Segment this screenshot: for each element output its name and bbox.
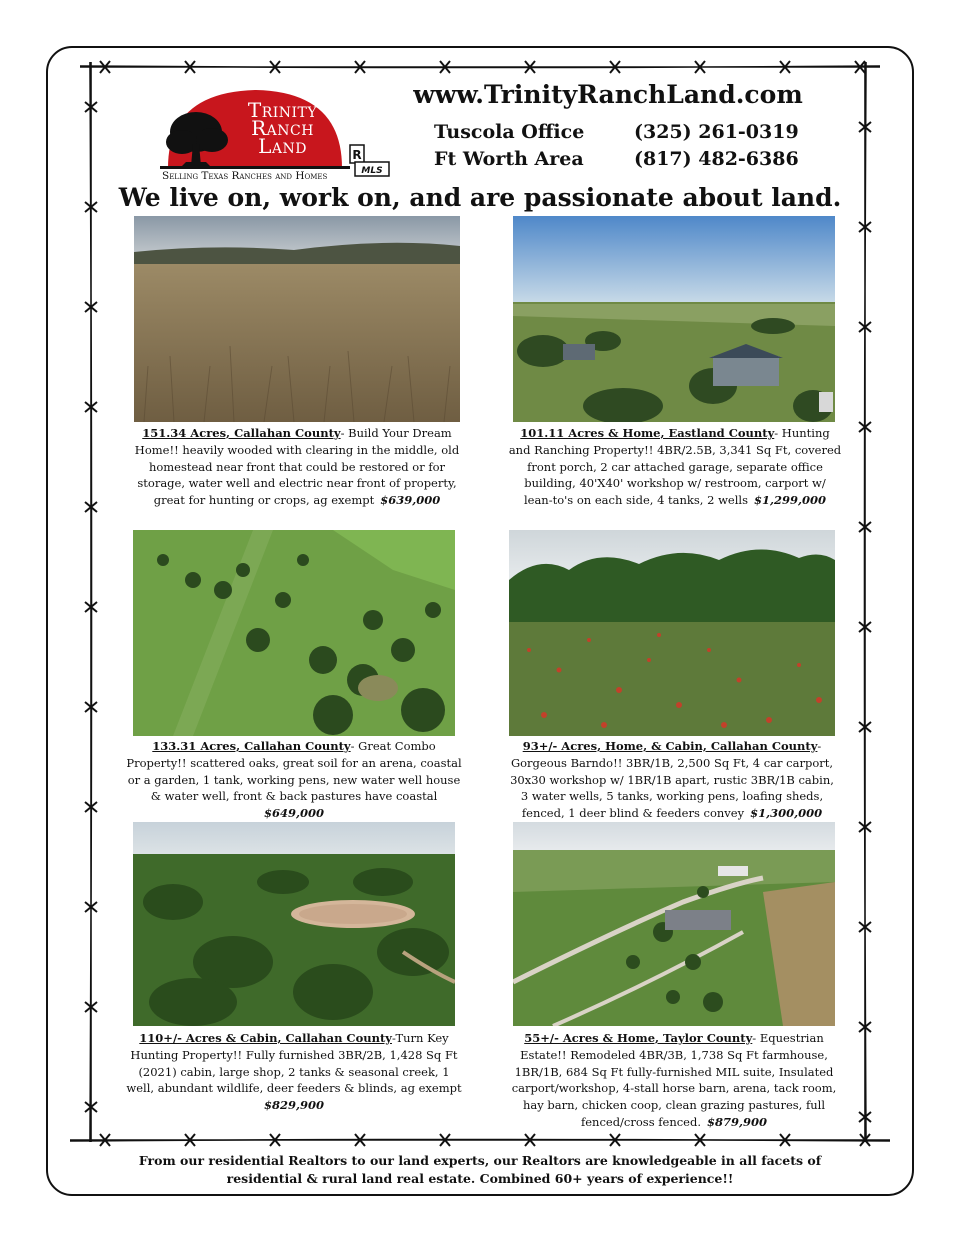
- listing-5-line: -Turn Key: [391, 1031, 449, 1045]
- logo-tagline: Selling Texas Ranches and Homes: [162, 170, 328, 182]
- page-tagline: We live on, work on, and are passionate about land.: [118, 183, 842, 212]
- listing-1-photo[interactable]: [134, 216, 460, 422]
- listing-2-line: and Ranching Property!! 4BR/2.5B, 3,341 Sq Ft, covered: [508, 442, 842, 457]
- footer-line-2: residential & rural land real estate. Combined 60+ years of experience!!: [226, 1171, 734, 1186]
- listing-6-line: fenced/cross fenced.: [580, 1114, 701, 1129]
- listing-5-line: (2021) cabin, large shop, 2 tanks & seasonal creek, 1: [138, 1064, 450, 1079]
- listing-4-line: -: [817, 739, 822, 753]
- listing-1-line: - Build Your Dream: [340, 426, 452, 440]
- listing-6-line: - Equestrian: [752, 1031, 824, 1045]
- barbed-wire-bottom: [70, 1133, 890, 1147]
- listing-2-line: building, 40'X40' workshop w/ restroom, carport w/: [524, 476, 826, 491]
- listing-1-description: [134, 425, 460, 509]
- listing-2-line: lean-to's on each side, 4 tanks, 2 wells: [523, 493, 748, 508]
- listing-3-line: - Great Combo: [350, 739, 436, 753]
- listing-4-line: 3 water wells, 5 tanks, working pens, loafing sheds,: [520, 789, 824, 804]
- listing-6-price: $879,900: [707, 1114, 768, 1129]
- barbed-wire-left: [84, 62, 98, 1142]
- listing-2-price: $1,299,000: [754, 493, 827, 508]
- listing-2-headline[interactable]: 101.11 Acres & Home, Eastland County: [520, 426, 775, 440]
- listing-4-line: Gorgeous Barndo!! 3BR/1B, 2,500 Sq Ft, 4 car carport,: [510, 755, 834, 770]
- listing-1-line: storage, water well and electric near front of property,: [137, 476, 457, 491]
- listing-6-photo[interactable]: [513, 822, 835, 1026]
- listing-4-description: [496, 738, 848, 822]
- listing-3-line: or a garden, 1 tank, working pens, new water well house: [127, 772, 461, 787]
- website-link[interactable]: www.TrinityRanchLand.com: [413, 80, 803, 109]
- listing-1-price: $639,000: [380, 493, 441, 508]
- listing-4-headline[interactable]: 93+/- Acres, Home, & Cabin, Callahan County: [522, 739, 818, 753]
- logo-word-1: Trinity: [247, 98, 318, 122]
- footer-statement: [110, 1152, 850, 1188]
- listing-6-description: [506, 1030, 842, 1131]
- listing-6-headline[interactable]: 55+/- Acres & Home, Taylor County: [524, 1031, 753, 1045]
- listing-4-price: $1,300,000: [750, 806, 823, 821]
- mls-label: MLS: [361, 166, 383, 176]
- listing-3-price: $649,000: [263, 806, 324, 821]
- barbed-wire-top: [80, 60, 880, 74]
- listing-1-line: homestead near front that could be restored or for: [148, 459, 446, 474]
- realtor-mls-icon: [349, 144, 391, 178]
- aerial-oaks-pasture-photo: [133, 530, 455, 736]
- listing-2-line: front porch, 2 car attached garage, separate office: [527, 459, 823, 474]
- svg-text:R: R: [352, 148, 362, 162]
- barbed-wire-right: [858, 62, 872, 1142]
- logo-word-2: Ranch: [251, 116, 314, 140]
- listing-4-line: 30x30 workshop w/ 1BR/1B apart, rustic 3BR/1B cabin,: [510, 772, 834, 787]
- listing-3-line: & water well, front & back pastures have coastal: [150, 789, 438, 804]
- listing-3-line: Property!! scattered oaks, great soil for an arena, coastal: [126, 755, 462, 770]
- logo-word-3: Land: [258, 134, 307, 158]
- listing-3-headline[interactable]: 133.31 Acres, Callahan County: [152, 739, 351, 753]
- office-label: Tuscola Office: [434, 121, 585, 143]
- wildflower-field-photo: [509, 530, 835, 736]
- footer-line-1: From our residential Realtors to our land experts, our Realtors are knowledgeable in all facets of: [138, 1153, 822, 1168]
- listing-1-line: great for hunting or crops, ag exempt: [153, 493, 375, 508]
- office-phone[interactable]: (325) 261-0319: [634, 121, 799, 143]
- grassland-field-photo: [134, 216, 460, 422]
- listing-4-line: fenced, 1 deer blind & feeders convey: [521, 806, 745, 821]
- office-phone[interactable]: (817) 482-6386: [634, 148, 799, 170]
- listing-6-line: carport/workshop, 4-stall horse barn, arena, tack room,: [511, 1081, 837, 1096]
- listing-2-description: [508, 425, 842, 509]
- listing-6-line: Estate!! Remodeled 4BR/3B, 1,738 Sq Ft farmhouse,: [520, 1047, 828, 1062]
- listing-6-line: hay barn, chicken coop, clean grazing pastures, full: [522, 1098, 825, 1113]
- listing-5-price: $829,900: [263, 1098, 324, 1113]
- listing-2-photo[interactable]: [513, 216, 835, 422]
- listing-3-description: [125, 738, 463, 822]
- listing-4-photo[interactable]: [509, 530, 835, 736]
- listing-6-line: 1BR/1B, 684 Sq Ft fully-furnished MIL suite, Insulated: [514, 1064, 834, 1079]
- listing-3-photo[interactable]: [133, 530, 455, 736]
- aerial-equestrian-estate-photo: [513, 822, 835, 1026]
- listing-2-line: - Hunting: [774, 426, 830, 440]
- listing-1-headline[interactable]: 151.34 Acres, Callahan County: [142, 426, 341, 440]
- listing-1-line: Home!! heavily wooded with clearing in the middle, old: [134, 442, 460, 457]
- listing-5-line: Hunting Property!! Fully furnished 3BR/2B, 1,428 Sq Ft: [130, 1047, 458, 1062]
- listing-5-line: well, abundant wildlife, deer feeders & blinds, ag exempt: [126, 1081, 462, 1096]
- aerial-brush-tank-photo: [133, 822, 455, 1026]
- aerial-home-pasture-photo: [513, 216, 835, 422]
- listing-5-headline[interactable]: 110+/- Acres & Cabin, Callahan County: [139, 1031, 392, 1045]
- office-label: Ft Worth Area: [434, 148, 584, 170]
- listing-5-description: [126, 1030, 462, 1114]
- listing-5-photo[interactable]: [133, 822, 455, 1026]
